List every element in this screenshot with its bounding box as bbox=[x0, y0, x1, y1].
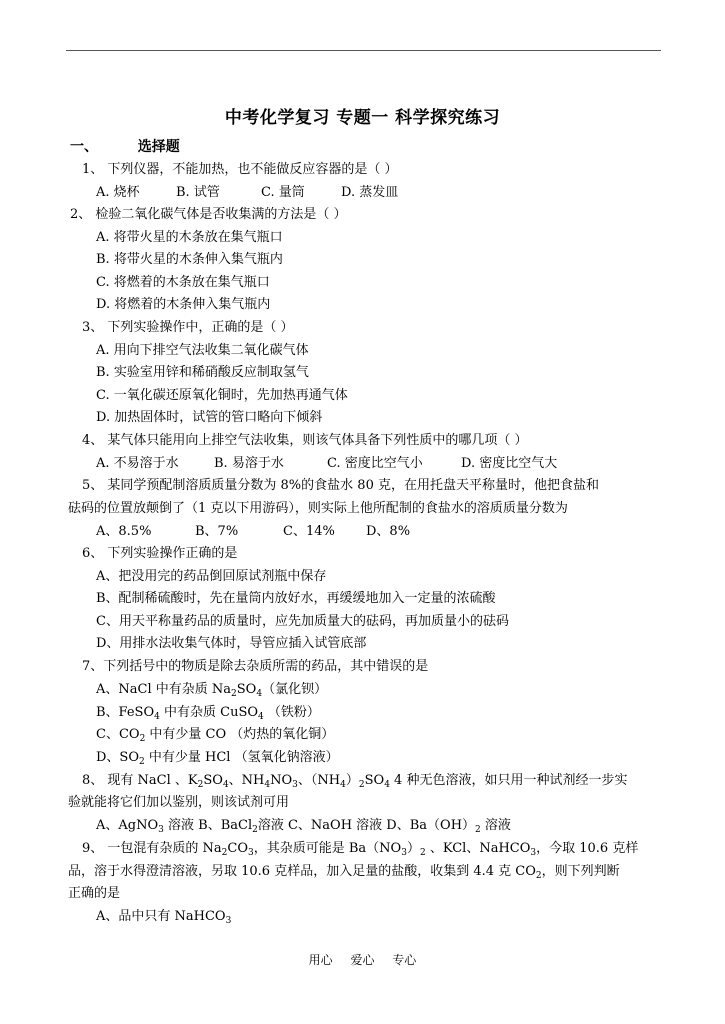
option: B、FeSO$_4$ 中有杂质 CuSO$_4$ （铁粉） bbox=[96, 705, 320, 722]
option: A、品中只有 NaHCO$_3$ bbox=[96, 909, 232, 926]
question-9-continued-2: 正确的是 bbox=[68, 886, 121, 901]
question-4: 4、 某气体只能用向上排空气法收集，则该气体具备下列性质中的哪几项（ ） bbox=[82, 433, 528, 448]
question-1: 1、 下列仪器，不能加热，也不能做反应容器的是（ ） bbox=[82, 162, 398, 177]
option: A. 不易溶于水 bbox=[96, 456, 179, 471]
option: C. 量筒 bbox=[261, 185, 305, 200]
option: B. 易溶于水 bbox=[214, 456, 284, 471]
option: A. 烧杯 bbox=[96, 185, 140, 200]
question-2: 2、 检验二氧化碳气体是否收集满的方法是（ ） bbox=[70, 207, 347, 222]
option: C、用天平称量药品的质量时，应先加质量大的砝码，再加质量小的砝码 bbox=[96, 614, 509, 629]
question-7: 7、下列括号中的物质是除去杂质所需的药品，其中错误的是 bbox=[82, 659, 429, 674]
option: C. 将燃着的木条放在集气瓶口 bbox=[96, 275, 270, 290]
question-1-options bbox=[96, 184, 398, 202]
question-5-options bbox=[96, 523, 410, 541]
option: B. 将带火星的木条伸入集气瓶内 bbox=[96, 252, 283, 267]
question-9-continued: 品，溶于水得澄清溶液，另取 10.6 克样品，加入足量的盐酸，收集到 4.4 克 $CO_2$，则下列判断 bbox=[68, 864, 620, 881]
page-footer: 用心 爱心 专心 bbox=[308, 953, 417, 967]
header-rule bbox=[66, 50, 661, 51]
option: A、把没用完的药品倒回原试剂瓶中保存 bbox=[96, 569, 327, 584]
section-heading bbox=[70, 138, 180, 156]
option: C、$CO_2$ 中有少量 CO （灼热的氧化铜） bbox=[96, 727, 335, 744]
option: B、配制稀硫酸时，先在量筒内放好水，再缓缓地加入一定量的浓硫酸 bbox=[96, 591, 496, 606]
option: D、用排水法收集气体时，导管应插入试管底部 bbox=[96, 636, 367, 651]
question-3: 3、 下列实验操作中，正确的是（ ） bbox=[82, 320, 294, 335]
option: D. 蒸发皿 bbox=[341, 185, 399, 200]
option: D. 将燃着的木条伸入集气瓶内 bbox=[96, 297, 271, 312]
option: B. 实验室用锌和稀硝酸反应制取氢气 bbox=[96, 365, 309, 380]
option: A、8.5% bbox=[96, 524, 152, 539]
option: A. 将带火星的木条放在集气瓶口 bbox=[96, 230, 283, 245]
option: C. 一氧化碳还原氧化铜时，先加热再通气体 bbox=[96, 388, 348, 403]
section-number: 一、 bbox=[70, 139, 98, 155]
option: C. 密度比空气小 bbox=[327, 456, 423, 471]
option: C、14% bbox=[283, 524, 335, 539]
question-5-continued: 砝码的位置放颠倒了（1 克以下用游码），则实际上他所配制的食盐水的溶质质量分数为 bbox=[68, 501, 568, 516]
page-title: 中考化学复习 专题一 科学探究练习 bbox=[224, 108, 501, 128]
section-label: 选择题 bbox=[137, 139, 180, 155]
option: D. 密度比空气大 bbox=[461, 456, 558, 471]
question-5: 5、 某同学预配制溶质质量分数为 8%的食盐水 80 克，在用托盘天平称量时，他把食盐和 bbox=[82, 478, 599, 493]
question-9: 9、 一包混有杂质的 $Na_2CO_3$，其杂质可能是 $Ba(NO_3)_2$ 、KCl、NaHCO$_3$，今取 10.6 克样 bbox=[82, 841, 639, 858]
option: A. 用向下排空气法收集二氧化碳气体 bbox=[96, 343, 309, 358]
question-8-options: A、AgNO$_3$ 溶液 B、BaCl$_2$溶液 C、NaOH 溶液 D、$Ba(OH)_2$ 溶液 bbox=[96, 818, 511, 835]
option: A、NaCl 中有杂质 $Na_2SO_4$（氯化钡） bbox=[96, 682, 328, 699]
option: D、8% bbox=[366, 524, 411, 539]
question-8: 8、 现有 NaCl 、$K_2SO_4$、$NH_4NO_3$、$(NH_4)_2SO_4$ 4 种无色溶液，如只用一种试剂经一步实 bbox=[82, 773, 628, 790]
option: D、$SO_2$ 中有少量 HCl （氢氧化钠溶液） bbox=[96, 750, 339, 767]
option: D. 加热固体时，试管的管口略向下倾斜 bbox=[96, 410, 323, 425]
question-8-continued: 验就能将它们加以鉴别，则该试剂可用 bbox=[68, 795, 290, 810]
option: B. 试管 bbox=[176, 185, 220, 200]
option: B、7% bbox=[195, 524, 239, 539]
question-6: 6、 下列实验操作正确的是 bbox=[82, 546, 238, 561]
question-4-options bbox=[96, 455, 557, 473]
